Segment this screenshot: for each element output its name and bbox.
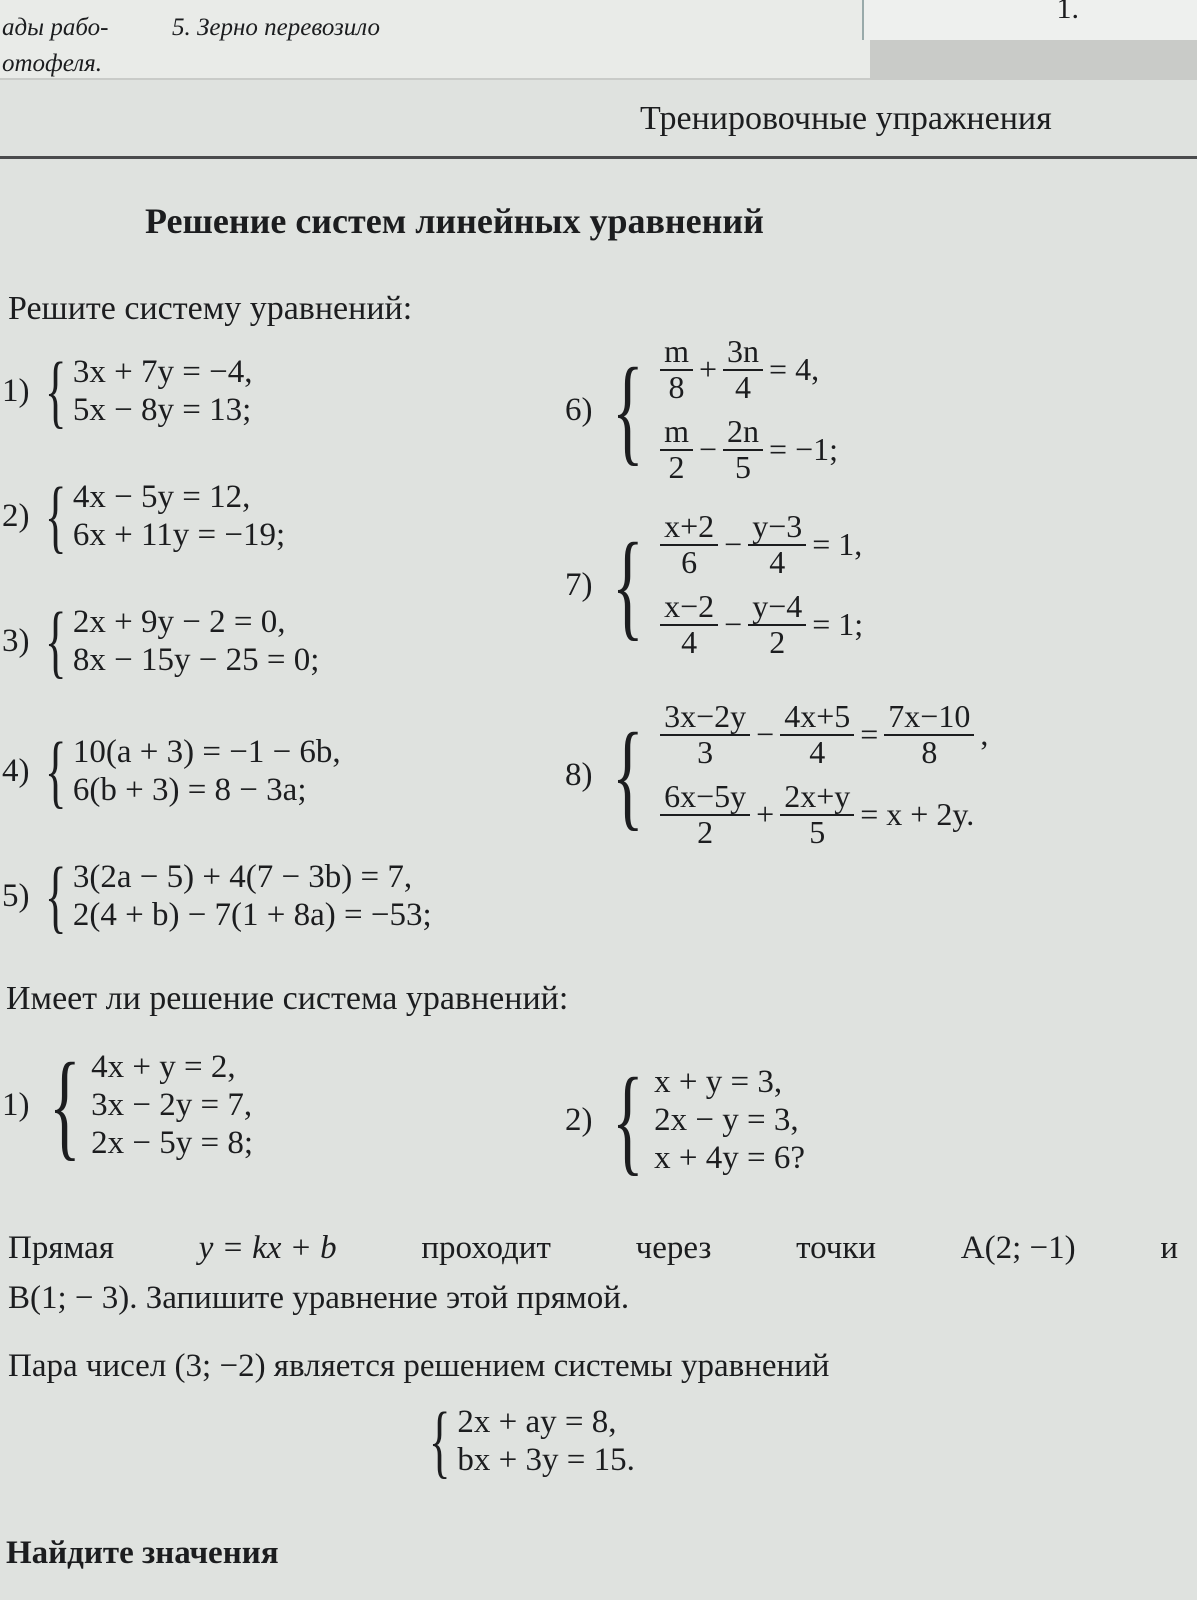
fraction: $\frac{x-2}{4}$ [660,590,718,659]
equation: 8x − 15y − 25 = 0; [72,642,320,678]
item-number: 6) [565,391,593,428]
system-brace: { [611,343,644,476]
item-number: 4) [2,752,30,789]
equation: 6x + 11y = −19; [72,517,286,553]
equation-system-8 [565,695,988,855]
word: точки [796,1230,877,1266]
item-number: 5) [2,877,30,914]
exercise-prompt: Решите систему уравнений: [8,290,413,327]
fraction: $\frac{3n}{4}$ [723,335,763,404]
previous-page-fragment [0,0,870,78]
equation-system-three-2 [565,1053,805,1186]
fraction: $\frac{m}{2}$ [660,415,693,484]
word: через [635,1230,712,1266]
prev-page-text: отофеля. [2,50,103,77]
fraction: $\frac{4x+5}{4}$ [780,700,854,769]
equation: 6(b + 3) = 8 − 3a; [72,772,307,808]
point: A(2; −1) [960,1230,1076,1266]
fraction-equation: $\frac{x+2}{6}$ − $\frac{y-3}{4}$ = 1, [654,505,863,585]
equation: 2x − y = 3, [654,1101,799,1138]
fraction: $\frac{m}{8}$ [660,335,693,404]
item-number: 3) [2,622,30,659]
system-brace: { [44,595,67,686]
fraction: $\frac{x+2}{6}$ [660,510,718,579]
equation: 2x + 9y − 2 = 0, [72,603,286,640]
task-line-problem [8,1230,1178,1267]
item-number: 1) [2,1086,30,1123]
equation: 2(4 + b) − 7(1 + 8a) = −53; [72,897,432,933]
system-brace: { [44,345,67,436]
equation: 3(2a − 5) + 4(7 − 3b) = 7, [72,858,413,895]
fraction: $\frac{7x-10}{8}$ [884,700,974,769]
formula: y = kx + b [198,1230,337,1266]
previous-page-corner [862,0,1197,40]
system-brace: { [611,708,644,841]
page-header: Тренировочные упражнения [640,100,1052,137]
equation-system-2 [2,470,286,561]
cut-off-text: Найдите значения [6,1535,279,1571]
item-number: 1) [2,372,30,409]
equation-system-4 [2,725,341,816]
system-brace: { [611,518,644,651]
word: и [1160,1230,1178,1266]
prev-page-text: 5. Зерно перевозило [172,14,380,41]
prev-page-number: 1. [1056,0,1079,25]
fraction-equation: $\frac{3x-2y}{3}$ − $\frac{4x+5}{4}$ = $\frac{7x-10}{8}$ , [654,695,988,775]
fraction-equation: $\frac{6x-5y}{2}$ + $\frac{2x+y}{5}$ = x + 2y. [654,775,988,855]
fraction-equation: $\frac{x-2}{4}$ − $\frac{y-4}{2}$ = 1; [654,585,863,665]
equation-system-three-1 [2,1038,253,1171]
prev-page-text: ады рабо- [2,14,109,41]
equation-system-6 [565,330,838,490]
fraction-equation: $\frac{m}{8}$ + $\frac{3n}{4}$ = 4, [654,330,838,410]
equation-system-1 [2,345,253,436]
equation-system-parameters [420,1395,635,1486]
item-number: 7) [565,566,593,603]
system-brace: { [44,470,67,561]
equation: x + y = 3, [654,1063,783,1100]
fraction-equation: $\frac{m}{2}$ − $\frac{2n}{5}$ = −1; [654,410,838,490]
system-brace: { [48,1038,81,1171]
equation-system-7 [565,505,863,665]
fraction: $\frac{y-4}{2}$ [748,590,806,659]
equation-system-5 [2,850,432,941]
equation: x + 4y = 6? [654,1140,805,1177]
equation: 10(a + 3) = −1 − 6b, [72,733,341,770]
word: Прямая [8,1230,114,1266]
fraction: $\frac{2n}{5}$ [723,415,763,484]
fraction: $\frac{6x-5y}{2}$ [660,780,750,849]
fraction: $\frac{y-3}{4}$ [748,510,806,579]
equation: 2x − 5y = 8; [91,1125,253,1162]
item-number: 2) [2,497,30,534]
system-brace: { [428,1395,451,1486]
header-rule [0,156,1197,159]
task-line-continuation: B(1; − 3). Запишите уравнение этой прямой. [8,1280,630,1316]
equation: 2x + ay = 8, [457,1403,617,1440]
equation-system-3 [2,595,320,686]
system-brace: { [44,725,67,816]
equation: 4x + y = 2, [91,1048,236,1085]
item-number: 8) [565,756,593,793]
task-pair-problem: Пара чисел (3; −2) является решением системы уравнений [8,1348,830,1384]
textbook-page [0,80,1197,1600]
equation: 4x − 5y = 12, [72,478,251,515]
word: проходит [421,1230,551,1266]
equation: bx + 3y = 15. [457,1442,635,1478]
exercise-prompt: Имеет ли решение система уравнений: [6,980,569,1017]
equation: 3x + 7y = −4, [72,353,253,390]
fraction: $\frac{2x+y}{5}$ [780,780,854,849]
system-brace: { [44,850,67,941]
section-title: Решение систем линейных уравнений [145,201,764,241]
system-brace: { [611,1053,644,1186]
equation: 5x − 8y = 13; [72,392,252,428]
equation: 3x − 2y = 7, [91,1086,253,1123]
item-number: 2) [565,1101,593,1138]
fraction: $\frac{3x-2y}{3}$ [660,700,750,769]
